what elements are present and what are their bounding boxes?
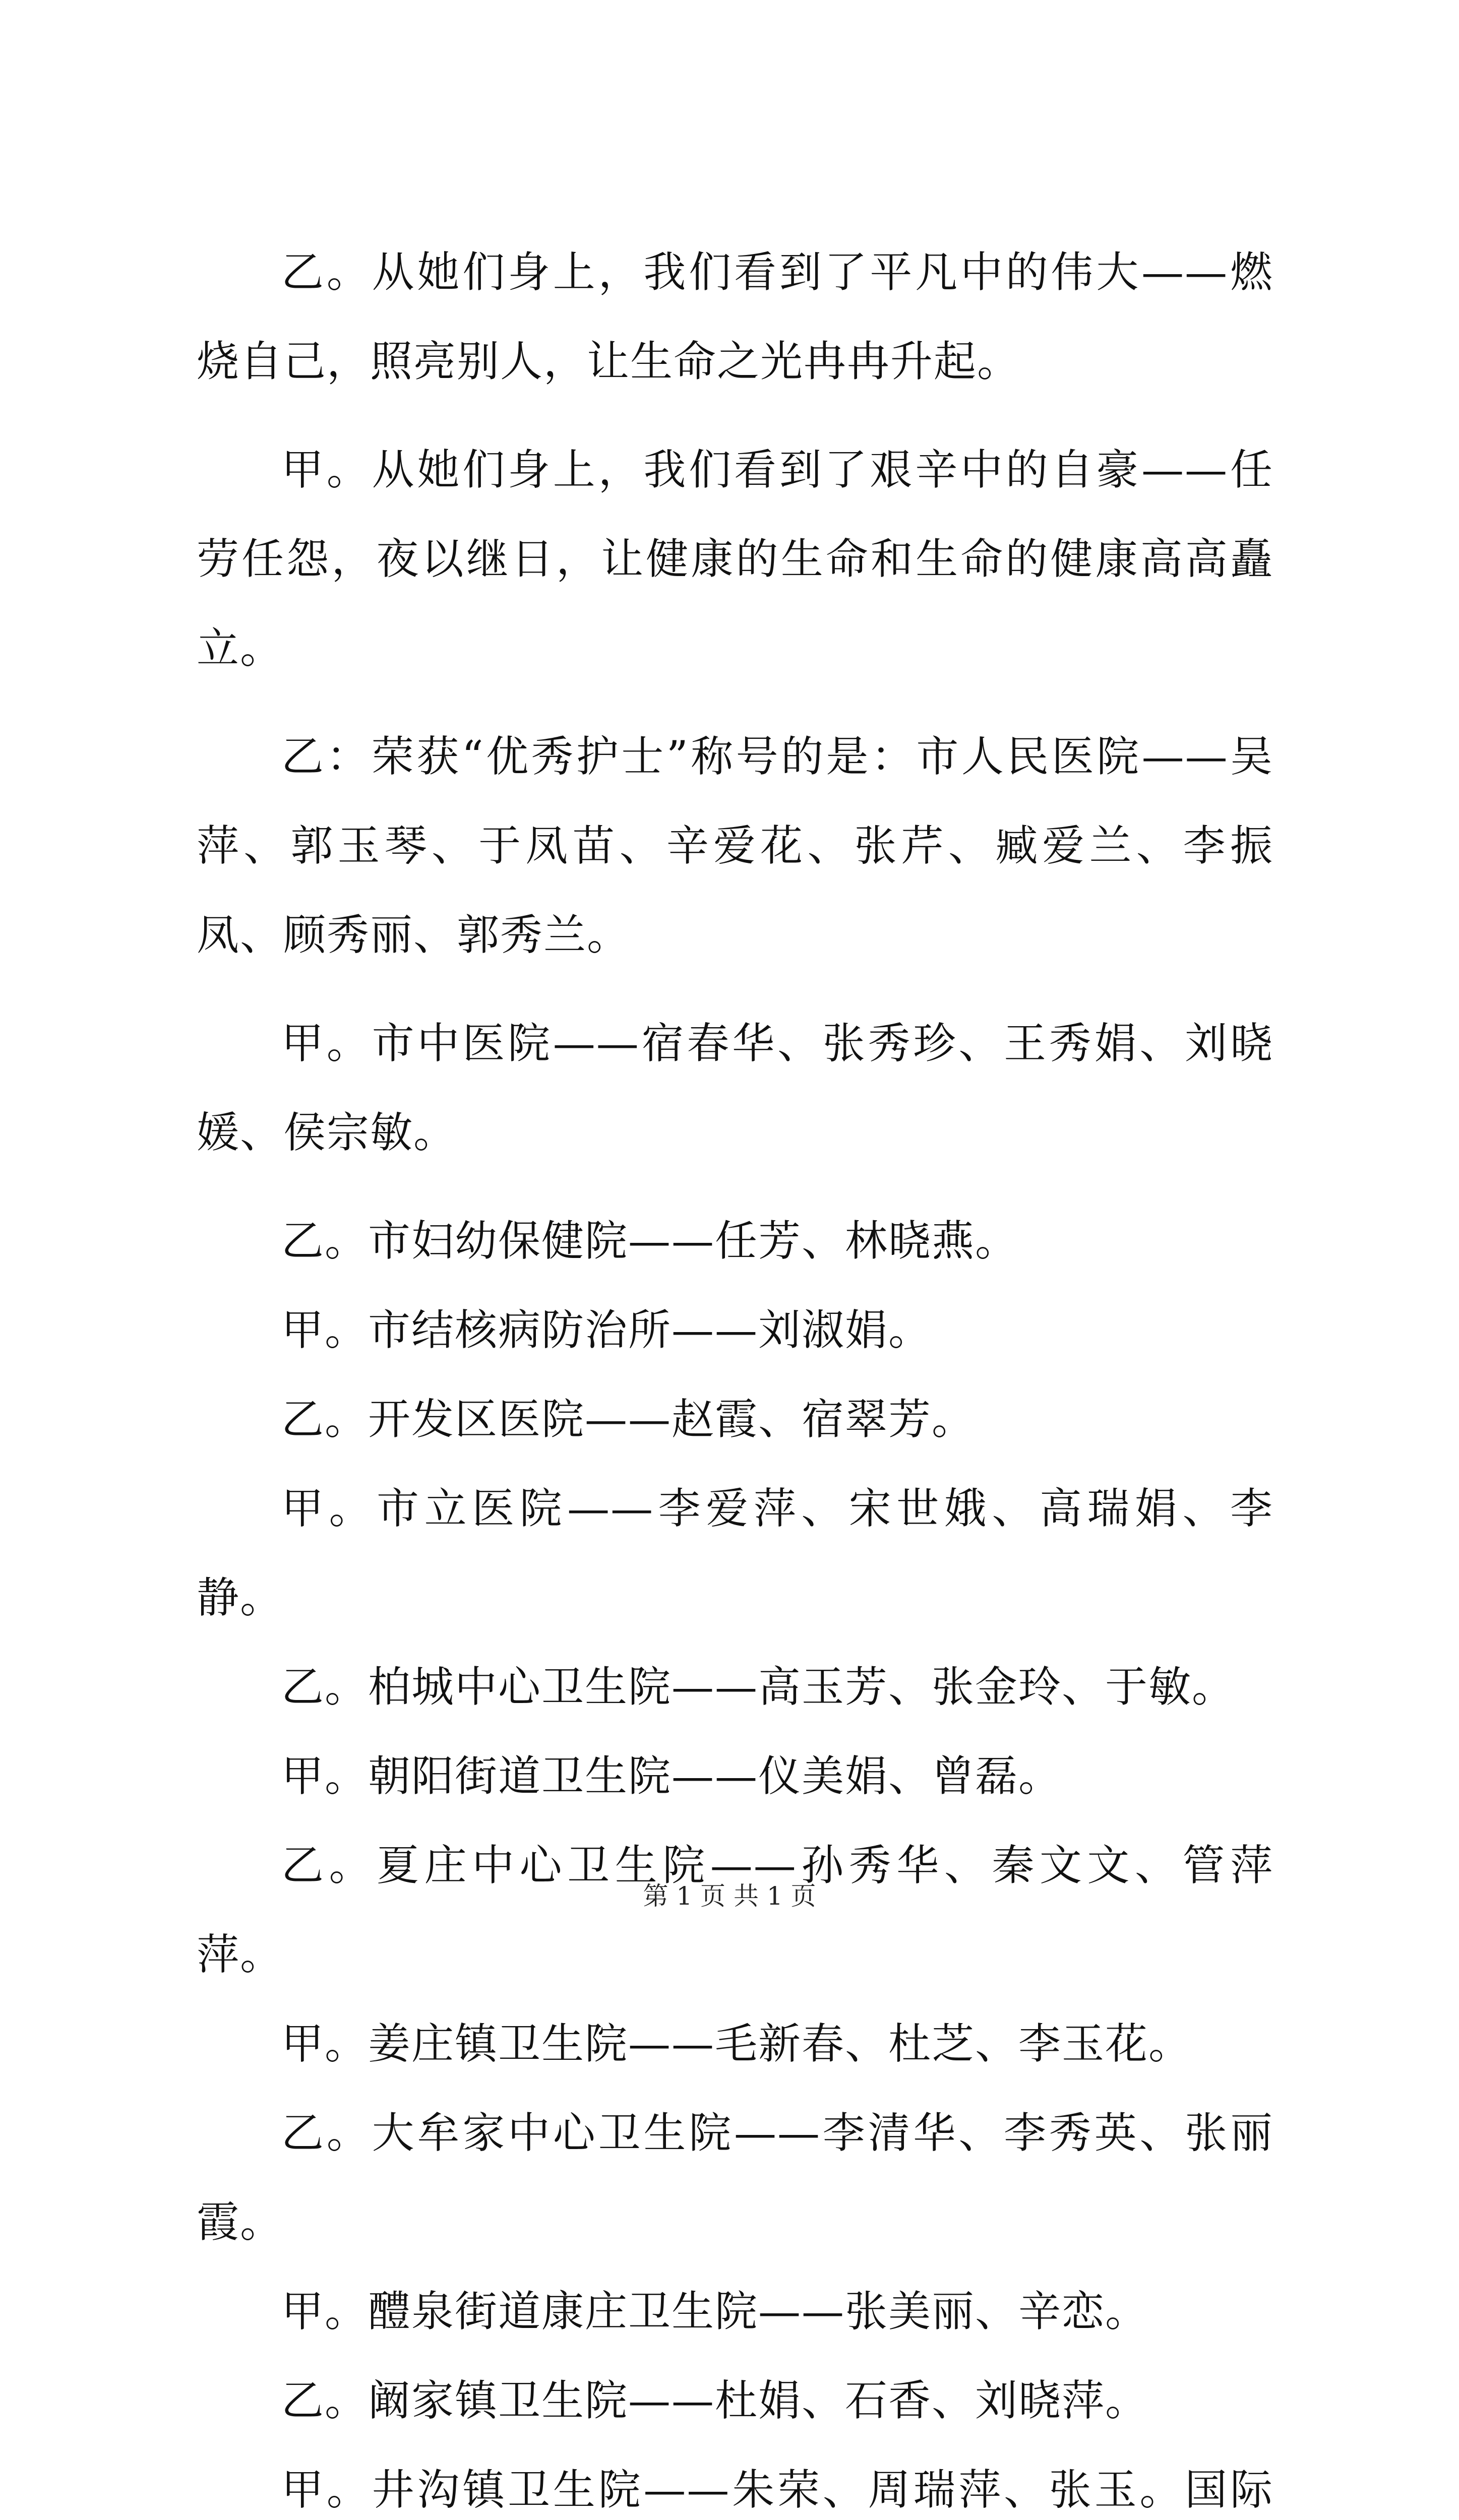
paragraph: 乙：荣获“优秀护士”称号的是：市人民医院——吴萍、郭玉琴、于凤苗、辛爱花、张芹、臧爱兰、李振凤、顾秀丽、郭秀兰。 bbox=[197, 732, 1273, 960]
paragraph: 甲。朝阳街道卫生院——仪美娟、曾磊。 bbox=[281, 1751, 1062, 1801]
paragraph: 甲。姜庄镇卫生院——毛新春、杜芝、李玉花。 bbox=[281, 2019, 1192, 2068]
paragraph: 乙。从她们身上，我们看到了平凡中的伟大——燃烧自己，照亮别人，让生命之光冉冉升起。 bbox=[197, 247, 1273, 386]
paragraph: 乙。开发区医院——赵霞、宿翠芳。 bbox=[281, 1395, 976, 1444]
paragraph: 甲。井沟镇卫生院——朱荣、周瑞萍、张玉。国际 bbox=[281, 2465, 1273, 2514]
paragraph: 乙。阚家镇卫生院——杜娟、石香、刘晓萍。 bbox=[281, 2376, 1149, 2425]
paragraph: 乙。柏城中心卫生院——高玉芳、张金玲、于敏。 bbox=[281, 1662, 1236, 1712]
paragraph: 乙。市妇幼保健院——任芳、林晓燕。 bbox=[281, 1216, 1019, 1266]
paragraph: 乙。夏庄中心卫生院——孙秀华、秦文文、管萍萍。 bbox=[197, 1841, 1273, 1979]
paragraph: 甲。市中医院——宿春华、张秀珍、王秀娟、刘晓媛、侯宗敏。 bbox=[197, 1019, 1273, 1157]
page-footer: 第 1 页 共 1 页 bbox=[643, 1881, 816, 1911]
paragraph: 甲。市立医院——李爱萍、宋世娥、高瑞娟、李静。 bbox=[197, 1484, 1273, 1622]
document-body bbox=[197, 228, 1273, 2520]
paragraph: 甲。醴泉街道康庄卫生院——张美丽、辛恋。 bbox=[281, 2287, 1149, 2336]
paragraph: 甲。从她们身上，我们看到了艰辛中的自豪——任劳任怨，夜以继日，让健康的生命和生命的健康高高矗立。 bbox=[197, 445, 1273, 673]
paragraph: 甲。市结核病防治所——刘淑娟。 bbox=[281, 1305, 932, 1355]
paragraph: 乙。大牟家中心卫生院——李清华、李秀英、张丽霞。 bbox=[197, 2108, 1273, 2247]
